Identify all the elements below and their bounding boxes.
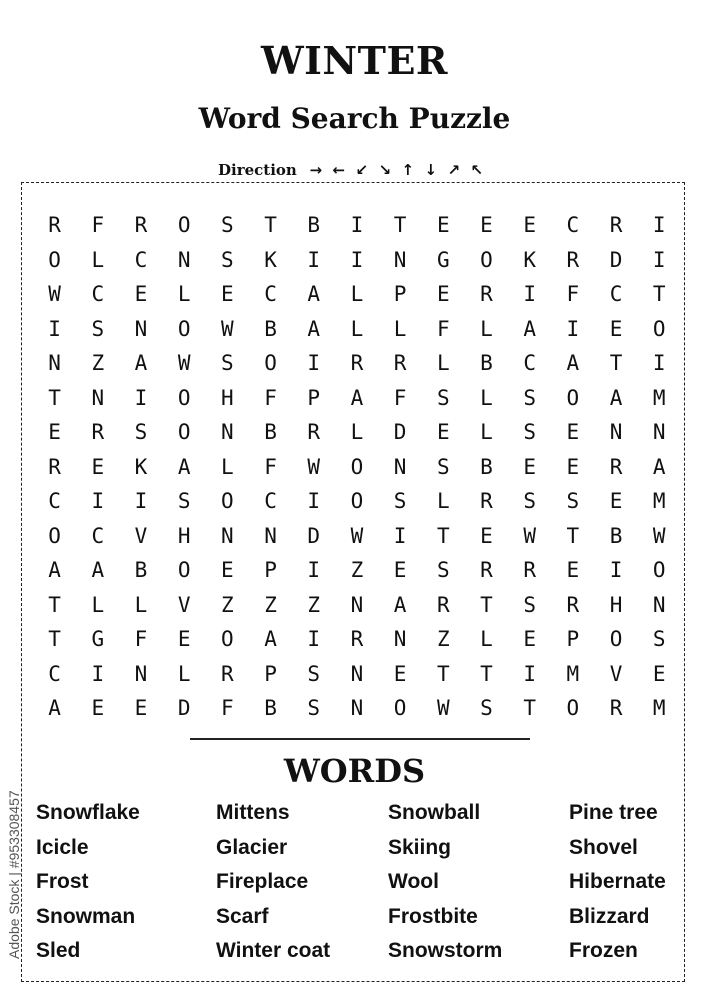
grid-letter[interactable]: O <box>221 627 234 652</box>
grid-letter[interactable]: D <box>393 420 407 445</box>
grid-letter[interactable]: R <box>307 420 321 445</box>
grid-letter[interactable]: N <box>652 420 666 445</box>
word-list-item: Shovel <box>569 835 638 859</box>
grid-letter[interactable]: Z <box>221 592 234 617</box>
grid-letter[interactable]: R <box>350 627 364 652</box>
word-list-item: Frost <box>36 870 89 894</box>
word-list-item: Hibernate <box>569 870 666 894</box>
word-list-item: Mittens <box>216 801 290 825</box>
grid-letter[interactable]: O <box>652 558 666 583</box>
grid-letter[interactable]: I <box>652 351 666 376</box>
grid-letter[interactable]: I <box>652 247 666 272</box>
grid-letter[interactable]: O <box>480 247 493 272</box>
arrow-right-icon: → <box>309 161 323 179</box>
word-list-item: Snowflake <box>36 801 140 825</box>
grid-letter[interactable]: K <box>523 247 536 272</box>
grid-letter[interactable]: W <box>652 523 666 548</box>
grid-letter[interactable]: T <box>480 592 493 617</box>
grid-letter[interactable]: V <box>609 661 623 686</box>
grid-letter[interactable]: R <box>134 213 148 238</box>
grid-letter[interactable]: O <box>566 385 580 410</box>
direction-arrows <box>307 161 486 179</box>
grid-letter[interactable]: R <box>91 420 105 445</box>
grid-letter[interactable]: D <box>307 523 321 548</box>
grid-letter[interactable]: R <box>480 282 493 307</box>
grid-letter[interactable]: T <box>523 696 536 721</box>
grid-letter[interactable]: I <box>91 661 105 686</box>
grid-letter[interactable]: C <box>264 489 277 514</box>
grid-letter[interactable]: A <box>652 454 666 479</box>
grid-letter[interactable]: B <box>307 213 321 238</box>
word-list-item: Snowstorm <box>388 939 503 963</box>
word-list-item: Winter coat <box>216 939 331 963</box>
grid-letter[interactable]: T <box>436 661 450 686</box>
grid-letter[interactable]: M <box>652 385 666 410</box>
grid-letter[interactable]: N <box>393 627 407 652</box>
grid-letter[interactable]: O <box>48 523 61 548</box>
puzzle-subtitle: Word Search Puzzle <box>198 102 511 135</box>
grid-letter[interactable]: N <box>350 592 364 617</box>
grid-letter[interactable]: N <box>652 592 666 617</box>
grid-letter[interactable]: I <box>566 316 580 341</box>
grid-letter[interactable]: E <box>652 661 666 686</box>
grid-letter[interactable]: T <box>652 282 666 307</box>
grid-letter[interactable]: O <box>177 558 191 583</box>
grid-letter[interactable]: S <box>652 627 666 652</box>
arrow-down-right-icon: ↘ <box>378 161 392 179</box>
grid-letter[interactable]: C <box>523 351 536 376</box>
grid-letter[interactable]: L <box>221 454 234 479</box>
grid-letter[interactable]: R <box>480 489 493 514</box>
grid-letter[interactable]: E <box>480 213 493 238</box>
arrow-up-left-icon: ↖ <box>470 161 484 179</box>
grid-letter[interactable]: Z <box>91 351 105 376</box>
grid-letter[interactable]: E <box>134 282 148 307</box>
grid-letter[interactable]: N <box>393 454 407 479</box>
grid-letter[interactable]: S <box>523 592 536 617</box>
grid-letter[interactable]: E <box>609 489 623 514</box>
grid-letter[interactable]: N <box>264 523 277 548</box>
grid-letter[interactable]: W <box>307 454 321 479</box>
grid-letter[interactable]: C <box>48 489 61 514</box>
grid-letter[interactable]: S <box>177 489 191 514</box>
grid-letter[interactable]: A <box>307 316 321 341</box>
word-list-item: Sled <box>36 939 81 963</box>
grid-letter[interactable]: S <box>436 558 450 583</box>
grid-letter[interactable]: B <box>480 454 493 479</box>
grid-letter[interactable]: R <box>350 351 364 376</box>
grid-letter[interactable]: Z <box>307 592 321 617</box>
grid-letter[interactable]: W <box>436 696 450 721</box>
grid-letter[interactable]: I <box>307 558 321 583</box>
grid-letter[interactable]: C <box>48 661 61 686</box>
grid-letter[interactable]: N <box>609 420 623 445</box>
grid-letter[interactable]: P <box>307 385 321 410</box>
grid-letter[interactable]: L <box>480 627 493 652</box>
grid-letter[interactable]: I <box>48 316 61 341</box>
grid-letter[interactable]: T <box>436 523 450 548</box>
grid-letter[interactable]: S <box>436 454 450 479</box>
grid-letter[interactable]: S <box>523 420 536 445</box>
grid-letter[interactable]: E <box>221 282 234 307</box>
grid-letter[interactable]: K <box>264 247 277 272</box>
grid-letter[interactable]: S <box>480 696 493 721</box>
grid-letter[interactable]: O <box>177 420 191 445</box>
grid-letter[interactable]: G <box>436 247 450 272</box>
grid-letter[interactable]: R <box>48 213 61 238</box>
grid-letter[interactable]: I <box>307 247 321 272</box>
word-list-item: Frostbite <box>388 904 478 928</box>
grid-letter[interactable]: C <box>566 213 580 238</box>
grid-letter[interactable]: O <box>221 489 234 514</box>
grid-letter[interactable]: L <box>177 282 191 307</box>
grid-letter[interactable]: S <box>436 385 450 410</box>
arrow-up-icon: ↑ <box>401 161 415 179</box>
grid-letter[interactable]: M <box>566 661 580 686</box>
grid-letter[interactable]: I <box>523 661 536 686</box>
grid-letter[interactable]: B <box>264 696 277 721</box>
direction-legend <box>218 158 486 182</box>
grid-letter[interactable]: S <box>393 489 407 514</box>
grid-letter[interactable]: V <box>177 592 191 617</box>
word-list-item: Glacier <box>216 835 288 859</box>
grid-letter[interactable]: N <box>134 661 148 686</box>
word-list-item: Blizzard <box>569 904 650 928</box>
grid-letter[interactable]: R <box>221 661 234 686</box>
arrow-up-right-icon: ↗ <box>447 161 461 179</box>
grid-letter[interactable]: S <box>566 489 580 514</box>
grid-letter[interactable]: L <box>134 592 148 617</box>
grid-letter[interactable]: H <box>177 523 191 548</box>
grid-letter[interactable]: T <box>48 592 61 617</box>
letter-grid <box>33 208 681 726</box>
grid-letter[interactable]: T <box>609 351 623 376</box>
grid-letter[interactable]: F <box>134 627 148 652</box>
grid-letter[interactable]: B <box>480 351 493 376</box>
grid-letter[interactable]: T <box>393 213 407 238</box>
grid-letter[interactable]: A <box>566 351 580 376</box>
grid-letter[interactable]: N <box>393 247 407 272</box>
grid-letter[interactable]: R <box>609 696 623 721</box>
grid-letter[interactable]: A <box>134 351 148 376</box>
grid-letter[interactable]: P <box>264 558 277 583</box>
grid-letter[interactable]: R <box>436 592 450 617</box>
grid-letter[interactable]: E <box>566 558 580 583</box>
grid-letter[interactable]: E <box>134 696 148 721</box>
grid-letter[interactable]: O <box>350 454 364 479</box>
grid-letter[interactable]: Z <box>436 627 450 652</box>
word-list-item: Snowman <box>36 904 136 928</box>
grid-letter[interactable]: L <box>350 316 364 341</box>
word-list-item: Skiing <box>388 835 452 859</box>
grid-letter[interactable]: Z <box>350 558 364 583</box>
grid-letter[interactable]: W <box>350 523 364 548</box>
word-list-item: Wool <box>388 870 439 894</box>
grid-letter[interactable]: E <box>566 454 580 479</box>
grid-letter[interactable]: A <box>48 696 61 721</box>
grid-letter[interactable]: V <box>134 523 148 548</box>
grid-letter[interactable]: L <box>91 247 105 272</box>
grid-letter[interactable]: B <box>134 558 148 583</box>
grid-letter[interactable]: S <box>221 247 234 272</box>
stock-watermark: Adobe Stock | #953308457 <box>6 790 22 960</box>
grid-letter[interactable]: N <box>350 661 364 686</box>
grid-letter[interactable]: N <box>48 351 61 376</box>
word-list-item: Fireplace <box>216 870 309 894</box>
grid-letter[interactable]: N <box>134 316 148 341</box>
grid-letter[interactable]: S <box>307 661 321 686</box>
grid-letter[interactable]: L <box>480 420 493 445</box>
words-heading: WORDS <box>283 752 426 790</box>
grid-letter[interactable]: S <box>221 351 234 376</box>
grid-letter[interactable]: A <box>609 385 623 410</box>
grid-letter[interactable]: E <box>393 558 407 583</box>
grid-letter[interactable]: R <box>566 592 580 617</box>
grid-letter[interactable]: F <box>264 385 277 410</box>
grid-letter[interactable]: E <box>221 558 234 583</box>
grid-letter[interactable]: H <box>221 385 234 410</box>
grid-letter[interactable]: R <box>609 213 623 238</box>
grid-letter[interactable]: I <box>350 213 364 238</box>
grid-letter[interactable]: E <box>436 420 450 445</box>
grid-letter[interactable]: O <box>393 696 407 721</box>
grid-letter[interactable]: I <box>609 558 623 583</box>
grid-letter[interactable]: E <box>480 523 493 548</box>
grid-letter[interactable]: B <box>264 316 277 341</box>
grid-letter[interactable]: N <box>177 247 191 272</box>
grid-letter[interactable]: I <box>307 351 321 376</box>
grid-letter[interactable]: O <box>177 213 191 238</box>
grid-letter[interactable]: S <box>134 420 148 445</box>
grid-letter[interactable]: R <box>523 558 536 583</box>
grid-letter[interactable]: Z <box>264 592 277 617</box>
grid-letter[interactable]: S <box>523 489 536 514</box>
arrow-down-left-icon: ↙ <box>355 161 369 179</box>
grid-letter[interactable]: T <box>566 523 580 548</box>
grid-letter[interactable]: T <box>264 213 277 238</box>
grid-letter[interactable]: L <box>480 385 493 410</box>
word-list-item: Pine tree <box>569 801 658 825</box>
grid-letter[interactable]: E <box>523 213 536 238</box>
grid-letter[interactable]: C <box>264 282 277 307</box>
grid-letter[interactable]: A <box>264 627 277 652</box>
grid-letter[interactable]: C <box>91 282 105 307</box>
grid-letter[interactable]: F <box>221 696 234 721</box>
grid-letter[interactable]: H <box>609 592 623 617</box>
grid-letter[interactable]: S <box>91 316 105 341</box>
grid-letter[interactable]: A <box>91 558 105 583</box>
grid-letter[interactable]: N <box>91 385 105 410</box>
grid-letter[interactable]: I <box>523 282 536 307</box>
grid-letter[interactable]: S <box>523 385 536 410</box>
grid-letter[interactable]: I <box>134 385 148 410</box>
arrow-down-icon: ↓ <box>424 161 438 179</box>
grid-letter[interactable]: W <box>221 316 234 341</box>
grid-letter[interactable]: I <box>307 489 321 514</box>
grid-letter[interactable]: O <box>177 316 191 341</box>
puzzle-title: WINTER <box>260 38 448 83</box>
grid-letter[interactable]: L <box>177 661 191 686</box>
grid-letter[interactable]: I <box>350 247 364 272</box>
grid-letter[interactable]: A <box>350 385 364 410</box>
grid-letter[interactable]: E <box>609 316 623 341</box>
grid-letter[interactable]: R <box>48 454 61 479</box>
grid-letter[interactable]: L <box>350 282 364 307</box>
grid-letter[interactable]: T <box>480 661 493 686</box>
grid-letter[interactable]: O <box>177 385 191 410</box>
grid-letter[interactable]: W <box>177 351 191 376</box>
grid-letter[interactable]: F <box>393 385 407 410</box>
grid-letter[interactable]: P <box>264 661 277 686</box>
grid-letter[interactable]: I <box>393 523 407 548</box>
grid-letter[interactable]: F <box>91 213 105 238</box>
word-list <box>0 796 709 969</box>
grid-letter[interactable]: F <box>264 454 277 479</box>
grid-letter[interactable]: A <box>307 282 321 307</box>
word-list-item: Snowball <box>388 801 481 825</box>
grid-letter[interactable]: G <box>91 627 105 652</box>
grid-letter[interactable]: M <box>652 696 666 721</box>
grid-letter[interactable]: I <box>307 627 321 652</box>
grid-letter[interactable]: N <box>350 696 364 721</box>
grid-letter[interactable]: A <box>177 454 191 479</box>
grid-letter[interactable]: R <box>480 558 493 583</box>
grid-letter[interactable]: L <box>350 420 364 445</box>
grid-letter[interactable]: N <box>221 420 234 445</box>
grid-letter[interactable]: I <box>91 489 105 514</box>
word-list-item: Frozen <box>569 939 638 963</box>
grid-letter[interactable]: S <box>307 696 321 721</box>
grid-letter[interactable]: E <box>393 661 407 686</box>
grid-letter[interactable]: W <box>48 282 61 307</box>
divider-line <box>190 738 530 740</box>
grid-letter[interactable]: A <box>523 316 536 341</box>
grid-letter[interactable]: B <box>609 523 623 548</box>
grid-letter[interactable]: I <box>652 213 666 238</box>
grid-letter[interactable]: E <box>177 627 191 652</box>
grid-letter[interactable]: T <box>48 627 61 652</box>
grid-letter[interactable]: P <box>566 627 580 652</box>
grid-letter[interactable]: E <box>436 213 450 238</box>
grid-letter[interactable]: L <box>91 592 105 617</box>
grid-letter[interactable]: O <box>264 351 277 376</box>
grid-letter[interactable]: E <box>436 282 450 307</box>
grid-letter[interactable]: L <box>436 489 450 514</box>
grid-letter[interactable]: A <box>393 592 407 617</box>
grid-letter[interactable]: R <box>566 247 580 272</box>
grid-letter[interactable]: O <box>350 489 364 514</box>
grid-letter[interactable]: T <box>48 385 61 410</box>
grid-letter[interactable]: C <box>609 282 623 307</box>
grid-letter[interactable]: E <box>523 454 536 479</box>
grid-letter[interactable]: L <box>393 316 407 341</box>
grid-letter[interactable]: D <box>609 247 623 272</box>
grid-letter[interactable]: B <box>264 420 277 445</box>
grid-letter[interactable]: A <box>48 558 61 583</box>
grid-letter[interactable]: O <box>652 316 666 341</box>
grid-letter[interactable]: L <box>436 351 450 376</box>
grid-letter[interactable]: M <box>652 489 666 514</box>
grid-letter[interactable]: D <box>177 696 191 721</box>
word-list-item: Icicle <box>36 835 89 859</box>
direction-label: Direction <box>218 161 297 179</box>
grid-letter[interactable]: F <box>566 282 580 307</box>
grid-letter[interactable]: C <box>91 523 105 548</box>
grid-letter[interactable]: O <box>566 696 580 721</box>
grid-letter[interactable]: L <box>480 316 493 341</box>
grid-letter[interactable]: E <box>523 627 536 652</box>
grid-letter[interactable]: P <box>393 282 407 307</box>
arrow-left-icon: ← <box>332 161 346 179</box>
grid-letter[interactable]: I <box>134 489 148 514</box>
grid-letter[interactable]: N <box>221 523 234 548</box>
grid-letter[interactable]: W <box>523 523 536 548</box>
grid-letter[interactable]: E <box>566 420 580 445</box>
grid-letter[interactable]: E <box>91 696 105 721</box>
word-list-item: Scarf <box>216 904 269 928</box>
grid-letter[interactable]: O <box>48 247 61 272</box>
grid-letter[interactable]: R <box>609 454 623 479</box>
grid-letter[interactable]: S <box>221 213 234 238</box>
grid-letter[interactable]: C <box>134 247 148 272</box>
grid-letter[interactable]: K <box>134 454 148 479</box>
grid-letter[interactable]: E <box>48 420 61 445</box>
grid-letter[interactable]: E <box>91 454 105 479</box>
grid-letter[interactable]: F <box>436 316 450 341</box>
grid-letter[interactable]: R <box>393 351 407 376</box>
grid-letter[interactable]: O <box>609 627 623 652</box>
